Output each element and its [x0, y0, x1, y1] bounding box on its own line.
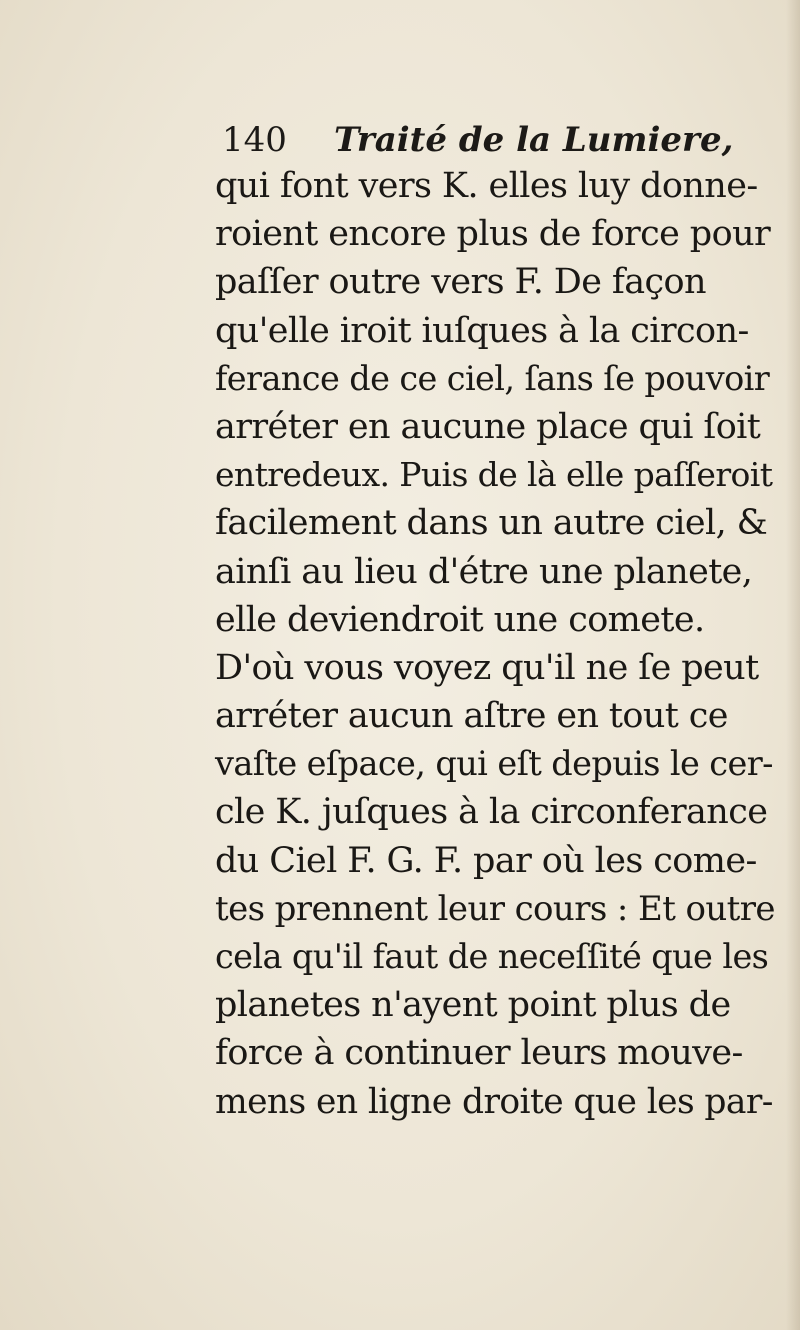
text-line: D'où vous voyez qu'il ne ſe peut [215, 647, 759, 688]
text-line: elle deviendroit une comete. [215, 599, 705, 640]
text-line: cela qu'il faut de neceſſité que les [215, 937, 769, 976]
page-edge-shadow [786, 0, 800, 1330]
text-line: paſſer outre vers F. De façon [215, 262, 706, 303]
text-line: roient encore plus de force pour [215, 214, 771, 255]
text-line: ferance de ce ciel, ſans ſe pouvoir [215, 358, 770, 398]
text-line: cle K. juſques à la circonferance [215, 792, 768, 833]
running-title: Traité de la Lumiere, [334, 120, 734, 160]
text-line: facilement dans un autre ciel, & [215, 503, 768, 544]
page-number: 140 [222, 120, 287, 160]
text-line: force à continuer leurs mouve- [215, 1033, 743, 1074]
text-line: tes prennent leur cours : Et outre [215, 888, 775, 929]
text-line: entredeux. Puis de là elle paſſeroit [215, 455, 773, 495]
text-line: arréter aucun aſtre en tout ce [215, 696, 728, 737]
text-line: vaſte eſpace, qui eſt depuis le cer- [215, 744, 773, 784]
text-line: ainſi au lieu d'étre une planete, [215, 551, 753, 592]
text-line: planetes n'ayent point plus de [215, 985, 731, 1026]
body-text [215, 162, 775, 1126]
page-header [222, 118, 762, 168]
text-line: arréter en aucune place qui ſoit [215, 406, 761, 447]
text-line: qu'elle iroit iuſques à la circon- [215, 310, 749, 351]
text-line: mens en ligne droite que les par- [215, 1081, 773, 1122]
text-line: qui font vers K. elles luy donne- [215, 166, 758, 206]
text-line: du Ciel F. G. F. par où les come- [215, 840, 757, 881]
